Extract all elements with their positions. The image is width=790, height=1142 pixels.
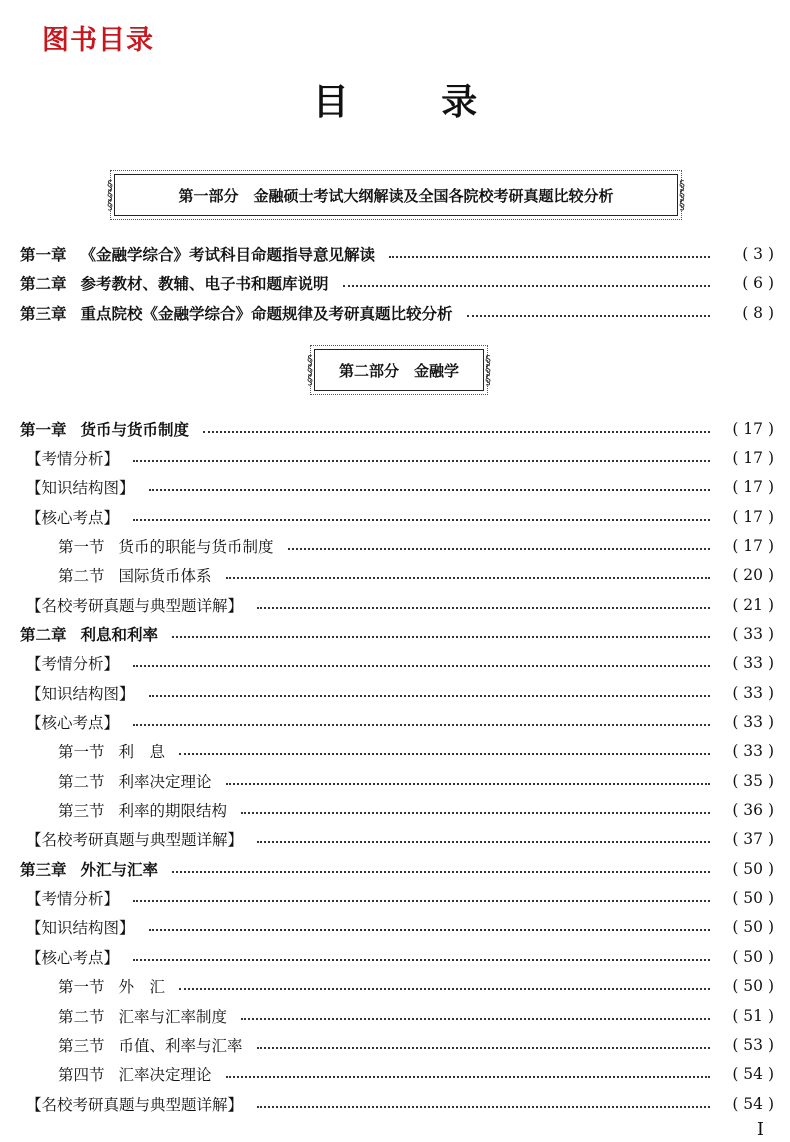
- scroll-ornament-left: § § §: [107, 178, 113, 212]
- toc-entry-label: [26, 828, 243, 850]
- dot-leader: [149, 695, 710, 697]
- toc-entry-title: 【名校考研真题与典型题详解】: [26, 1095, 244, 1114]
- dot-leader: [226, 577, 710, 579]
- toc-entry-number: 第一章: [20, 245, 67, 264]
- dot-leader: [133, 724, 710, 726]
- toc-entry-label: [26, 594, 243, 616]
- toc-entry-section[interactable]: [0, 796, 790, 825]
- toc-entry-page: ( 33 ): [732, 713, 774, 731]
- toc-entry-label: [20, 418, 189, 440]
- toc-entry-page: ( 17 ): [732, 536, 774, 555]
- dot-leader: [226, 783, 710, 785]
- scroll-ornament-right: § § §: [485, 353, 491, 387]
- toc-entry-chapter[interactable]: [0, 414, 790, 443]
- dot-leader: [257, 1106, 710, 1108]
- toc-entry-page: ( 37 ): [732, 830, 774, 849]
- part-two-title-box: [307, 349, 491, 391]
- toc-entry-label: [26, 682, 135, 704]
- dot-leader: [149, 489, 710, 491]
- dot-leader: [257, 1047, 710, 1049]
- toc-entry-bracket[interactable]: [0, 443, 790, 472]
- toc-entry-label: [26, 887, 119, 909]
- part-one-title-box: [107, 174, 685, 216]
- toc-entry-label: [26, 916, 135, 938]
- toc-entry-page: ( 53 ): [732, 1035, 774, 1054]
- toc-entry-label: [58, 1005, 227, 1027]
- toc-entry-page: ( 17 ): [732, 448, 774, 467]
- dot-leader: [172, 636, 710, 638]
- toc-entry-title: 【知识结构图】: [26, 919, 135, 938]
- dot-leader: [179, 988, 710, 990]
- toc-entry-page: ( 20 ): [732, 566, 774, 585]
- toc-entry-title: 利 息: [118, 743, 166, 762]
- toc-entry-label: [26, 652, 119, 674]
- toc-entry-bracket[interactable]: [0, 1089, 790, 1118]
- dot-leader: [257, 841, 710, 843]
- toc-entry-page: ( 6 ): [742, 274, 774, 292]
- part-two-title: 第二部分 金融学: [338, 361, 459, 380]
- toc-entry-page: ( 21 ): [732, 595, 774, 614]
- toc-entry-number: 第一节: [58, 537, 105, 556]
- part-one-title: 第一部分 金融硕士考试大纲解读及全国各院校考研真题比较分析: [178, 186, 614, 205]
- page-title: 目 录: [312, 81, 518, 123]
- toc-entry-title: 【核心考点】: [26, 948, 120, 967]
- toc-entry-page: ( 33 ): [732, 742, 774, 761]
- toc-entry-title: 【核心考点】: [26, 714, 120, 732]
- toc-entry-page: ( 50 ): [732, 859, 774, 878]
- page-number: I: [756, 1119, 764, 1140]
- dot-leader: [133, 900, 710, 902]
- toc-entry-page: ( 33 ): [732, 654, 774, 673]
- toc-entry-number: 第二节: [58, 1007, 105, 1026]
- toc-entry-number: 第一节: [58, 743, 105, 762]
- dot-leader: [172, 871, 710, 873]
- toc-entry-label: [26, 447, 119, 469]
- toc-entry-chapter[interactable]: [0, 239, 790, 268]
- toc-entry-title: 【考情分析】: [26, 449, 120, 468]
- toc-entry-bracket[interactable]: [0, 473, 790, 502]
- toc-entry-bracket[interactable]: [0, 590, 790, 619]
- toc-entry-page: ( 3 ): [742, 244, 774, 263]
- toc-entry-label: [20, 302, 453, 324]
- toc-entry-page: ( 35 ): [732, 771, 774, 790]
- toc-entry-label: [26, 506, 119, 528]
- dot-leader: [288, 548, 710, 550]
- toc-entry-number: 第二章: [20, 625, 67, 644]
- toc-entry-section[interactable]: [0, 766, 790, 795]
- toc-entry-number: 第三节: [58, 1036, 105, 1055]
- toc-entry-title: 《金融学综合》考试科目命题指导意见解读: [80, 245, 376, 264]
- toc-entry-title: 重点院校《金融学综合》命题规律及考研真题比较分析: [80, 304, 453, 323]
- scroll-ornament-left: § § §: [307, 353, 313, 387]
- dot-leader: [241, 812, 710, 814]
- toc-entry-label: [58, 535, 274, 557]
- toc-entry-title: 外 汇: [118, 978, 166, 997]
- toc-entry-label: [20, 272, 329, 294]
- dot-leader: [179, 753, 710, 755]
- header-label: 图书目录: [42, 25, 154, 56]
- toc-entry-number: 第三章: [20, 860, 67, 879]
- toc-entry-title: 参考教材、教辅、电子书和题库说明: [80, 275, 329, 293]
- toc-entry-label: [58, 1063, 212, 1085]
- dot-leader: [133, 959, 710, 961]
- toc-entry-label: [58, 564, 212, 586]
- toc-entry-page: ( 33 ): [732, 624, 774, 643]
- toc-entry-chapter[interactable]: [0, 298, 790, 327]
- toc-entry-title: 外汇与汇率: [80, 860, 159, 879]
- toc-entry-title: 【考情分析】: [26, 890, 120, 909]
- toc-entry-chapter[interactable]: [0, 619, 790, 648]
- toc-entry-section[interactable]: [0, 561, 790, 590]
- scroll-ornament-right: § § §: [679, 178, 685, 212]
- toc-entry-page: ( 8 ): [742, 303, 774, 322]
- dot-leader: [133, 460, 710, 462]
- toc-entry-page: ( 50 ): [732, 977, 774, 996]
- toc-entry-section[interactable]: [0, 1060, 790, 1089]
- dot-leader: [149, 929, 710, 931]
- toc-entry-label: [26, 1093, 243, 1115]
- toc-entry-title: 【知识结构图】: [26, 479, 135, 498]
- toc-entry-bracket[interactable]: [0, 708, 790, 737]
- toc-entry-number: 第三节: [58, 802, 105, 821]
- dot-leader: [257, 607, 710, 609]
- toc-entry-number: 第二节: [58, 772, 105, 791]
- toc-entry-label: [20, 623, 158, 645]
- toc-entry-title: 货币的职能与货币制度: [118, 537, 274, 556]
- toc-entry-label: [26, 476, 135, 498]
- toc-entry-title: 汇率与汇率制度: [118, 1007, 228, 1026]
- toc-entry-page: ( 50 ): [732, 918, 774, 937]
- toc-entry-label: [58, 770, 212, 792]
- toc-entry-title: 【考情分析】: [26, 655, 120, 674]
- toc-entry-page: ( 36 ): [732, 801, 774, 820]
- toc-entry-title: 【名校考研真题与典型题详解】: [26, 596, 244, 615]
- toc-entry-label: [58, 799, 227, 821]
- toc-entry-section[interactable]: [0, 972, 790, 1001]
- toc-entry-label: [20, 243, 375, 265]
- dot-leader: [467, 315, 710, 317]
- toc-entry-title: 利息和利率: [80, 625, 159, 644]
- toc-entry-page: ( 54 ): [732, 1065, 774, 1084]
- toc-entry-bracket[interactable]: [0, 913, 790, 942]
- toc-entry-title: 利率的期限结构: [118, 802, 228, 821]
- toc-entry-label: [58, 975, 165, 997]
- toc-entry-number: 第四节: [58, 1066, 105, 1085]
- toc-entry-section[interactable]: [0, 1030, 790, 1059]
- dot-leader: [389, 256, 710, 258]
- toc-entry-bracket[interactable]: [0, 678, 790, 707]
- toc-entry-bracket[interactable]: [0, 942, 790, 971]
- toc-entry-page: ( 54 ): [732, 1094, 774, 1113]
- toc-entry-chapter[interactable]: [0, 854, 790, 883]
- toc-entry-label: [58, 1034, 243, 1056]
- toc-entry-label: [58, 740, 165, 762]
- toc-entry-number: 第二章: [20, 275, 67, 293]
- toc-entry-page: ( 17 ): [732, 478, 774, 497]
- toc-entry-chapter[interactable]: [0, 269, 790, 298]
- dot-leader: [133, 665, 710, 667]
- toc-entry-title: 【核心考点】: [26, 508, 120, 527]
- toc-entry-number: 第一章: [20, 420, 67, 439]
- toc-entry-page: ( 51 ): [732, 1006, 774, 1025]
- dot-leader: [133, 519, 710, 521]
- toc-entry-page: ( 50 ): [732, 889, 774, 908]
- toc-entry-section[interactable]: [0, 531, 790, 560]
- toc-entry-title: 国际货币体系: [118, 567, 212, 586]
- toc-entry-bracket[interactable]: [0, 825, 790, 854]
- toc-entry-number: 第二节: [58, 567, 105, 586]
- dot-leader: [203, 431, 710, 433]
- toc-entry-bracket[interactable]: [0, 884, 790, 913]
- toc-entry-page: ( 17 ): [732, 507, 774, 526]
- toc-entry-title: 汇率决定理论: [118, 1066, 212, 1085]
- toc-entry-title: 【名校考研真题与典型题详解】: [26, 831, 244, 850]
- toc-entry-bracket[interactable]: [0, 649, 790, 678]
- toc-entry-title: 币值、利率与汇率: [118, 1036, 243, 1055]
- toc-entry-section[interactable]: [0, 1001, 790, 1030]
- toc-entry-page: ( 33 ): [732, 683, 774, 702]
- dot-leader: [343, 285, 710, 287]
- dot-leader: [241, 1018, 710, 1020]
- toc-entry-page: ( 17 ): [732, 419, 774, 438]
- toc-entry-label: [20, 858, 158, 880]
- toc-entry-page: ( 50 ): [732, 947, 774, 966]
- toc-entry-number: 第一节: [58, 978, 105, 997]
- toc-entry-bracket[interactable]: [0, 502, 790, 531]
- dot-leader: [226, 1076, 710, 1078]
- toc-entry-title: 利率决定理论: [118, 772, 212, 791]
- toc-entry-label: [26, 711, 119, 733]
- toc-entry-label: [26, 946, 119, 968]
- toc-entry-section[interactable]: [0, 737, 790, 766]
- toc-entry-number: 第三章: [20, 304, 67, 323]
- toc-entry-title: 货币与货币制度: [80, 420, 190, 439]
- toc-entry-title: 【知识结构图】: [26, 684, 135, 703]
